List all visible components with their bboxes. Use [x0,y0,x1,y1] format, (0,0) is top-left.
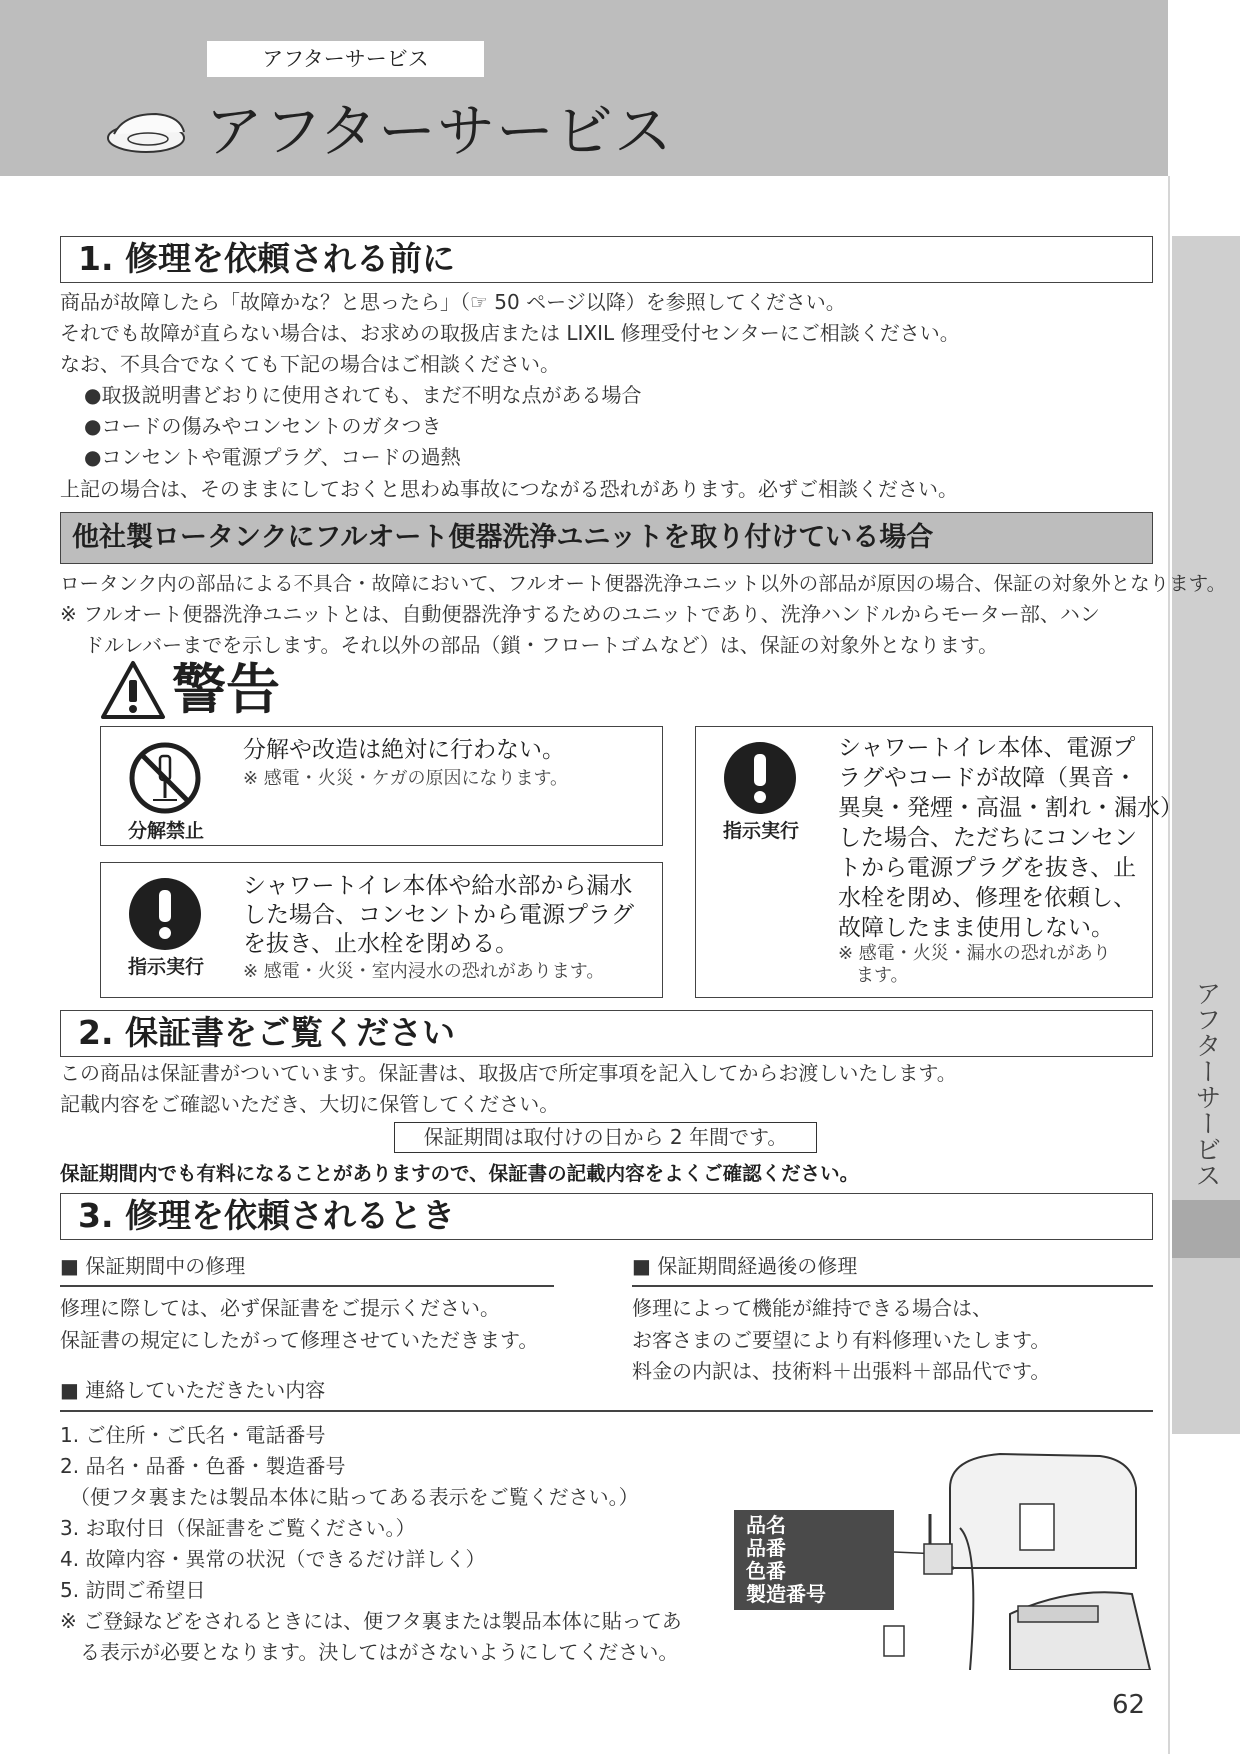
divider [632,1285,1153,1287]
warning-title: 警告 [172,658,280,721]
sidebar-tab-marker [1172,1200,1240,1258]
warranty-period-box: 保証期間は取付けの日から 2 年間です。 [394,1122,817,1153]
section1-line2: それでも故障が直らない場合は、お求めの取扱店または LIXIL 修理受付センターにご相談ください。 [60,321,960,345]
other-tank-line1: ロータンク内の部品による不具合・故障において、フルオート便器洗浄ユニット以外の部品が原因の場合、保証の対象外となります。 [60,572,1227,595]
warning-main-text: した場合、コンセントから電源プラグ [243,902,634,928]
warning-main-text: トから電源プラグを抜き、止 [838,855,1137,881]
warning-main-text: を抜き、止水栓を閉める。 [243,931,519,957]
symbol-label: 分解禁止 [127,820,204,842]
section2-title: 2. 保証書をご覧ください [60,1010,1153,1057]
in-warranty-line: 保証書の規定にしたがって修理させていただきます。 [60,1328,539,1352]
contact-heading: ■ 連絡していただきたい内容 [60,1378,326,1402]
section1-bullet: ●取扱説明書どおりに使用されても、まだ不明な点がある場合 [84,383,642,407]
section1-bullet: ●コードの傷みやコンセントのガタつき [84,414,442,438]
other-tank-note2: ドルレバーまでを示します。それ以外の部品（鎖・フロートゴムなど）は、保証の対象外となります。 [84,633,999,657]
in-warranty-line: 修理に際しては、必ず保証書をご提示ください。 [60,1296,500,1320]
after-warranty-line: お客さまのご要望により有料修理いたします。 [632,1328,1051,1352]
contact-item: （便フタ裏または製品本体に貼ってある表示をご覧ください。） [60,1485,639,1509]
page-number: 62 [1112,1690,1146,1720]
warning-main-text: 異臭・発煙・高温・割れ・漏水） [838,795,1183,821]
section2-bold-line: 保証期間内でも有料になることがありますので、保証書の記載内容をよくご確認ください。 [60,1162,860,1185]
contact-note: ※ ご登録などをされるときには、便フタ裏または製品本体に貼ってあ [60,1609,682,1633]
section1-line3: なお、不具合でなくても下記の場合はご相談ください。 [60,352,560,376]
warning-note: ※ 感電・火災・室内浸水の恐れがあります。 [243,961,605,982]
page-title: アフターサービス [205,97,673,165]
toilet-illustration [870,1448,1160,1670]
warning-main-text: ラグやコードが故障（異音・ [838,765,1137,791]
symbol-label: 指示実行 [722,820,799,842]
contact-item: 5. 訪問ご希望日 [60,1578,206,1602]
warning-main-text: シャワートイレ本体、電源プ [838,735,1136,761]
section2-line1: この商品は保証書がついています。保証書は、取扱店で所定事項を記入してからお渡しいたします。 [60,1061,957,1085]
section1-line4: 上記の場合は、そのままにしておくと思わぬ事故につながる恐れがあります。必ずご相談ください。 [60,477,958,501]
no-disassembly-icon [127,740,203,816]
warning-main-text: 分解や改造は絶対に行わない。 [243,737,565,763]
contact-item: 3. お取付日（保証書をご覧ください。） [60,1516,416,1540]
mandatory-action-icon [722,740,798,816]
contact-item: 1. ご住所・ご氏名・電話番号 [60,1423,326,1447]
contact-note: る表示が必要となります。決してはがさないようにしてください。 [60,1640,679,1664]
after-warranty-line: 料金の内訳は、技術料＋出張料＋部品代です。 [632,1359,1051,1383]
section1-line1: 商品が故障したら「故障かな？と思ったら」（☞ 50 ページ以降）を参照してください。 [60,290,846,314]
contact-item: 2. 品名・品番・色番・製造番号 [60,1454,346,1478]
warning-main-text: した場合、ただちにコンセン [838,825,1137,851]
divider [60,1285,554,1287]
section1-bullet: ●コンセントや電源プラグ、コードの過熱 [84,445,461,469]
header-tag: アフターサービス [207,41,484,77]
label-item: 製造番号 [746,1582,826,1606]
warning-main-text: 水栓を閉め、修理を依頼し、 [838,885,1137,911]
after-warranty-line: 修理によって機能が維持できる場合は、 [632,1296,992,1320]
warning-main-text: シャワートイレ本体や給水部から漏水 [243,873,633,899]
warning-note: ます。 [838,965,909,986]
section2-line2: 記載内容をご確認いただき、大切に保管してください。 [60,1092,560,1116]
contact-item: 4. 故障内容・異常の状況（できるだけ詳しく） [60,1547,486,1571]
divider [60,1410,1153,1412]
after-warranty-heading: ■ 保証期間経過後の修理 [632,1254,858,1278]
toilet-seat-icon [104,108,188,156]
mandatory-action-icon [127,876,203,952]
label-item: 品番 [746,1536,786,1560]
sidebar-label: アフターサービス [1191,980,1221,1188]
warning-note: ※ 感電・火災・ケガの原因になります。 [243,768,569,789]
other-tank-note1: ※ フルオート便器洗浄ユニットとは、自動便器洗浄するためのユニットであり、洗浄ハンドルからモーター部、ハン [60,602,1100,626]
warning-triangle-icon [100,660,166,720]
label-item: 色番 [746,1559,786,1583]
warning-main-text: 故障したまま使用しない。 [838,915,1114,941]
other-tank-title: 他社製ロータンクにフルオート便器洗浄ユニットを取り付けている場合 [60,512,1153,564]
symbol-label: 指示実行 [127,956,204,978]
label-item: 品名 [746,1513,786,1537]
warning-note: ※ 感電・火災・漏水の恐れがあり [838,943,1111,964]
in-warranty-heading: ■ 保証期間中の修理 [60,1254,246,1278]
section3-title: 3. 修理を依頼されるとき [60,1193,1153,1240]
sidebar-divider [1168,176,1170,1754]
section1-title: 1. 修理を依頼される前に [60,236,1153,283]
